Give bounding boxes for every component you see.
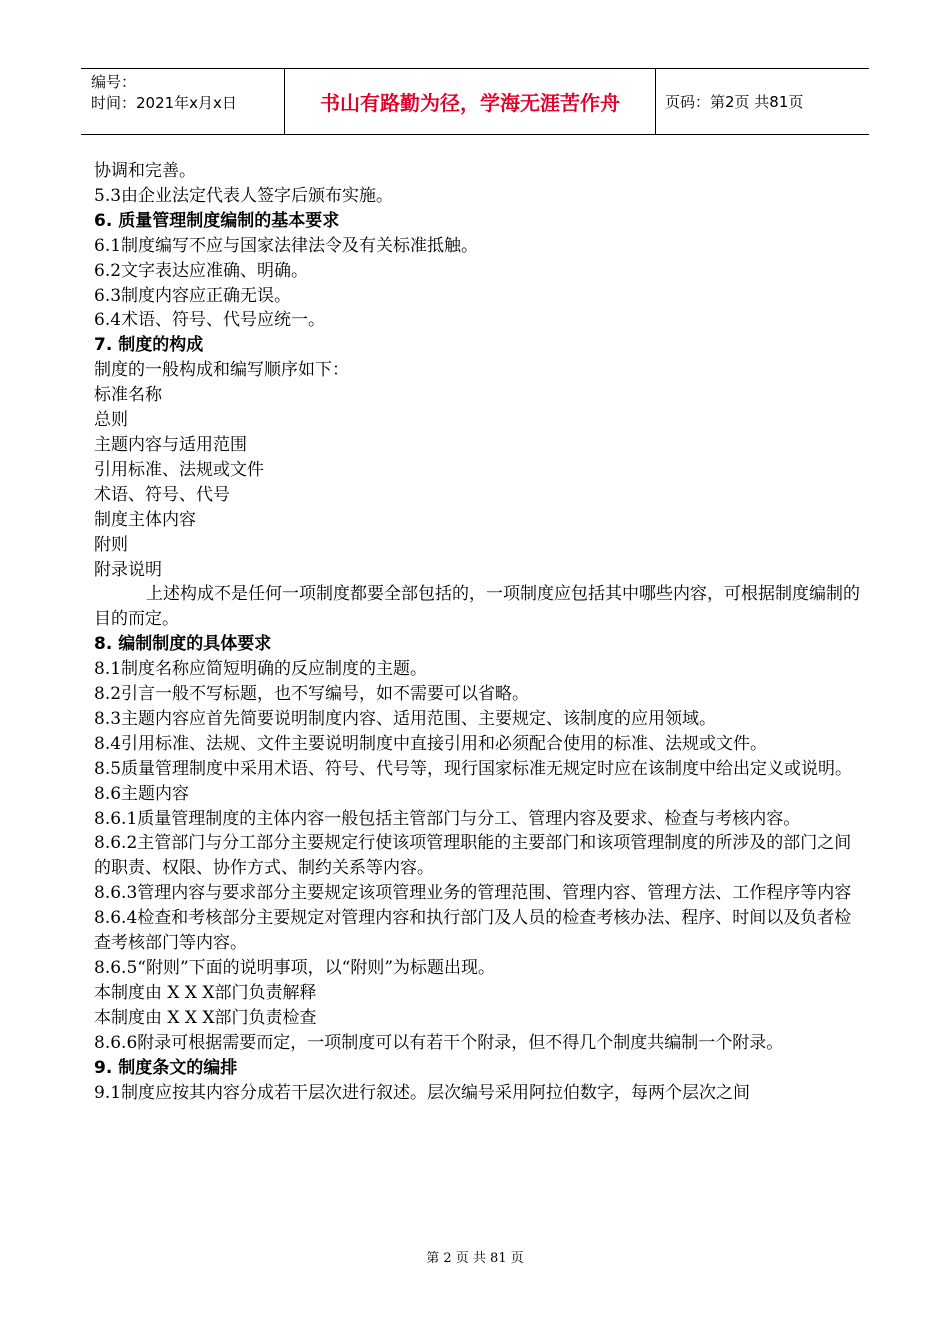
section-heading: 6. 质量管理制度编制的基本要求 bbox=[94, 210, 340, 231]
document-body bbox=[94, 159, 864, 1105]
paragraph: 8.2引言一般不写标题，也不写编号，如不需要可以省略。 bbox=[94, 684, 530, 705]
paragraph: 8.4引用标准、法规、文件主要说明制度中直接引用和必须配合使用的标准、法规或文件。 bbox=[94, 733, 768, 754]
list-item: 术语、符号、代号 bbox=[94, 484, 230, 505]
paragraph: 8.6.2主管部门与分工部分主要规定行使该项管理职能的主要部门和该项管理制度的所涉及的部门之间的职责、权限、协作方式、制约关系等内容。 bbox=[94, 833, 852, 879]
list-item: 引用标准、法规或文件 bbox=[94, 459, 264, 480]
header-slogan: 书山有路勤为径，学海无涯苦作舟 bbox=[284, 69, 656, 134]
list-item: 附录说明 bbox=[94, 559, 162, 580]
paragraph: 协调和完善。 bbox=[94, 161, 196, 181]
list-item: 附则 bbox=[94, 534, 128, 555]
list-item: 主题内容与适用范围 bbox=[94, 434, 247, 455]
paragraph: 6.1制度编写不应与国家法律法令及有关标准抵触。 bbox=[94, 235, 479, 256]
paragraph: 8.6.4检查和考核部分主要规定对管理内容和执行部门及人员的检查考核办法、程序、时间以及负者检查考核部门等内容。 bbox=[94, 908, 852, 954]
list-item: 标准名称 bbox=[94, 385, 162, 406]
paragraph: 6.4术语、符号、代号应统一。 bbox=[94, 310, 326, 331]
header-page-number: 页码：第2页 共81页 bbox=[665, 93, 804, 111]
paragraph: 6.2文字表达应准确、明确。 bbox=[94, 260, 309, 281]
paragraph: 8.5质量管理制度中采用术语、符号、代号等，现行国家标准无规定时应在该制度中给出定义或说明。 bbox=[94, 758, 853, 779]
paragraph: 8.6主题内容 bbox=[94, 783, 190, 804]
paragraph: 6.3制度内容应正确无误。 bbox=[94, 285, 292, 306]
paragraph: 8.6.5“附则”下面的说明事项，以“附则”为标题出现。 bbox=[94, 958, 496, 978]
paragraph: 上述构成不是任何一项制度都要全部包括的，一项制度应包括其中哪些内容，可根据制度编制的目的而定。 bbox=[94, 584, 860, 630]
paragraph: 8.6.6附录可根据需要而定，一项制度可以有若干个附录，但不得几个制度共编制一个附录。 bbox=[94, 1032, 784, 1053]
paragraph: 9.1制度应按其内容分成若干层次进行叙述。层次编号采用阿拉伯数字，每两个层次之间 bbox=[94, 1082, 751, 1103]
paragraph: 8.1制度名称应简短明确的反应制度的主题。 bbox=[94, 659, 428, 680]
paragraph: 本制度由 X X X部门负责检查 bbox=[94, 1007, 317, 1028]
list-item: 总则 bbox=[94, 410, 128, 431]
list-item: 制度主体内容 bbox=[94, 509, 196, 530]
paragraph: 8.6.3管理内容与要求部分主要规定该项管理业务的管理范围、管理内容、管理方法、工作程序等内容 bbox=[94, 883, 852, 904]
paragraph: 制度的一般构成和编写顺序如下： bbox=[94, 360, 349, 381]
paragraph: 本制度由 X X X部门负责解释 bbox=[94, 982, 317, 1003]
header-info-cell bbox=[81, 69, 284, 134]
section-heading: 7. 制度的构成 bbox=[94, 335, 204, 356]
section-heading: 8. 编制制度的具体要求 bbox=[94, 634, 272, 655]
page-header bbox=[81, 68, 869, 135]
paragraph: 8.6.1质量管理制度的主体内容一般包括主管部门与分工、管理内容及要求、检查与考核内容。 bbox=[94, 808, 801, 829]
serial-number-label: 编号： bbox=[91, 73, 137, 91]
paragraph: 8.3主题内容应首先简要说明制度内容、适用范围、主要规定、该制度的应用领域。 bbox=[94, 708, 717, 729]
page-footer: 第 2 页 共 81 页 bbox=[426, 1251, 524, 1266]
paragraph: 5.3由企业法定代表人签字后颁布实施。 bbox=[94, 185, 394, 206]
section-heading: 9. 制度条文的编排 bbox=[94, 1057, 238, 1078]
date-label: 时间：2021年x月x日 bbox=[91, 94, 237, 112]
